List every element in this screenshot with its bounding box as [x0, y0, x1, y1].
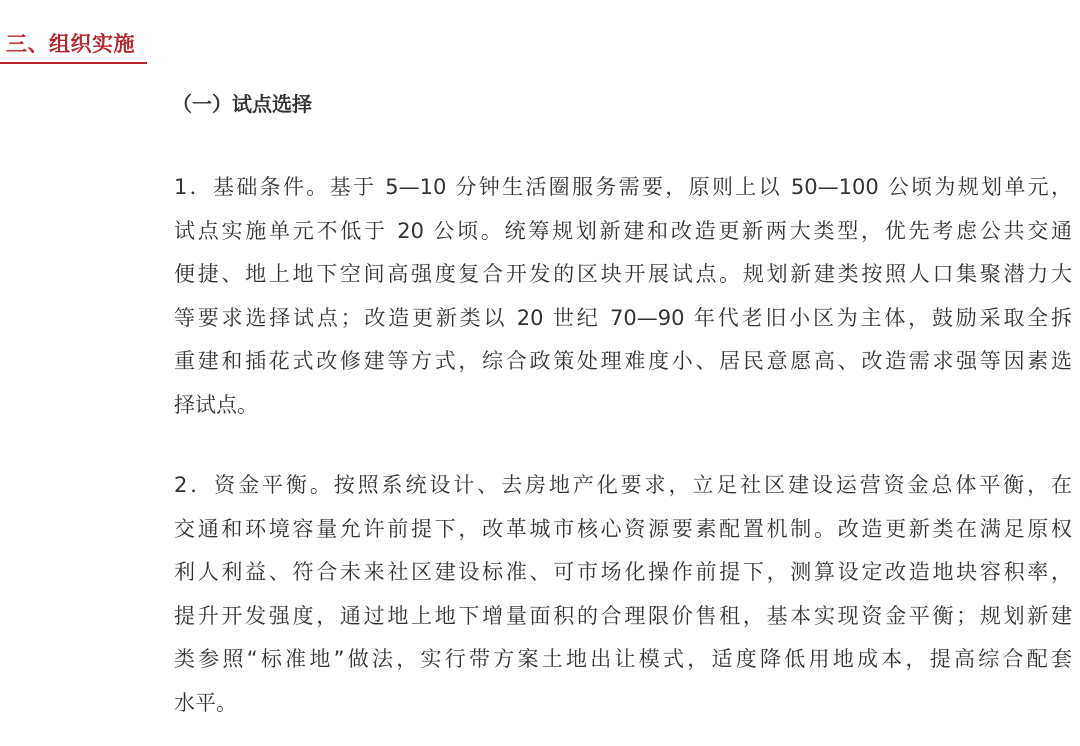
- paragraph-line: 等要求选择试点；改造更新类以 20 世纪 70—90 年代老旧小区为主体，鼓励采取全拆: [174, 305, 1072, 330]
- paragraph-line: 便捷、地上地下空间高强度复合开发的区块开展试点。规划新建类按照人口集聚潜力大: [174, 262, 1072, 287]
- paragraph-line: 水平。: [174, 690, 237, 715]
- paragraph-line: 试点实施单元不低于 20 公顷。统筹规划新建和改造更新两大类型，优先考虑公共交通: [174, 218, 1072, 243]
- paragraph-funding-balance: [174, 464, 1072, 726]
- paragraph-line: 交通和环境容量允许前提下，改革城市核心资源要素配置机制。改造更新类在满足原权: [174, 516, 1072, 541]
- paragraph-line: 重建和插花式改修建等方式，综合政策处理难度小、居民意愿高、改造需求强等因素选: [174, 349, 1072, 374]
- subsection-title: （一）试点选择: [172, 92, 312, 116]
- section-header: [0, 22, 147, 64]
- paragraph-line: 择试点。: [174, 392, 258, 417]
- paragraph-line: 利人利益、符合未来社区建设标准、可市场化操作前提下，测算设定改造地块容积率，: [174, 560, 1072, 585]
- paragraph-line: 提升开发强度，通过地上地下增量面积的合理限价售租，基本实现资金平衡；规划新建: [174, 603, 1072, 628]
- paragraph-line: 类参照“标准地”做法，实行带方案土地出让模式，适度降低用地成本，提高综合配套: [174, 647, 1072, 672]
- paragraph-line: 1．基础条件。基于 5—10 分钟生活圈服务需要，原则上以 50—100 公顷为规划单元，: [174, 175, 1072, 199]
- paragraph-line: 2．资金平衡。按照系统设计、去房地产化要求，立足社区建设运营资金总体平衡，在: [174, 473, 1072, 497]
- paragraph-basic-conditions: [174, 166, 1072, 428]
- section-title: 三、组织实施: [6, 32, 135, 56]
